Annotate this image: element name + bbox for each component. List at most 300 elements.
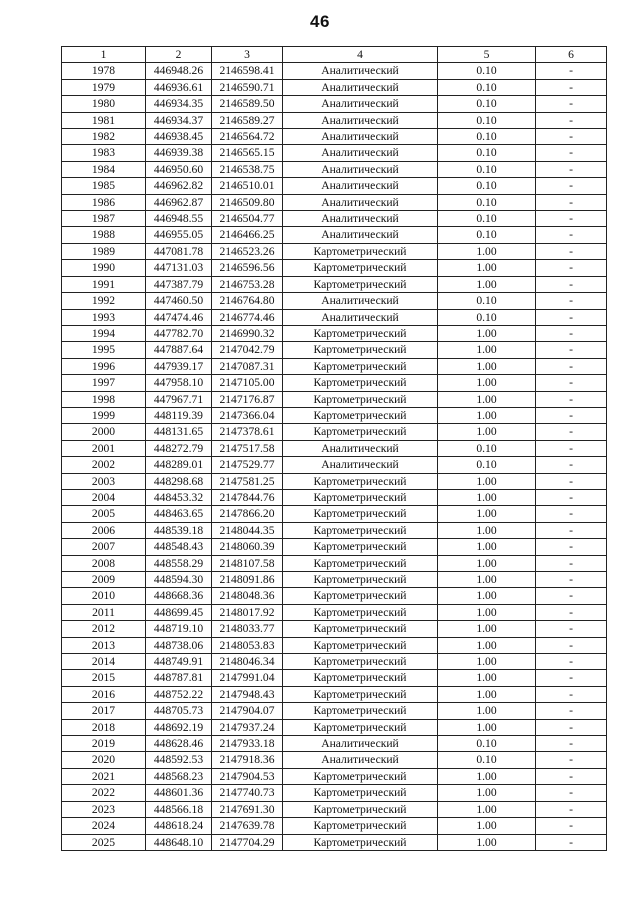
column-header-3: 3 <box>212 47 283 63</box>
method-cell: Аналитический <box>283 293 438 309</box>
accuracy-cell: 0.10 <box>438 736 536 752</box>
point-number-cell: 1979 <box>62 79 146 95</box>
coordinates-table <box>61 46 607 851</box>
method-cell: Картометрический <box>283 801 438 817</box>
x-coordinate-cell: 448601.36 <box>146 785 212 801</box>
y-coordinate-cell: 2147581.25 <box>212 473 283 489</box>
table-row <box>62 686 607 702</box>
note-cell: - <box>536 391 607 407</box>
x-coordinate-cell: 448298.68 <box>146 473 212 489</box>
x-coordinate-cell: 447131.03 <box>146 260 212 276</box>
y-coordinate-cell: 2147042.79 <box>212 342 283 358</box>
point-number-cell: 2015 <box>62 670 146 686</box>
y-coordinate-cell: 2147904.07 <box>212 703 283 719</box>
x-coordinate-cell: 448668.36 <box>146 588 212 604</box>
table-row <box>62 539 607 555</box>
method-cell: Аналитический <box>283 309 438 325</box>
x-coordinate-cell: 447081.78 <box>146 243 212 259</box>
table-row <box>62 227 607 243</box>
table-row <box>62 293 607 309</box>
method-cell: Картометрический <box>283 342 438 358</box>
x-coordinate-cell: 448618.24 <box>146 818 212 834</box>
table-row <box>62 96 607 112</box>
table-row <box>62 161 607 177</box>
x-coordinate-cell: 448705.73 <box>146 703 212 719</box>
table-row <box>62 588 607 604</box>
method-cell: Картометрический <box>283 572 438 588</box>
y-coordinate-cell: 2147948.43 <box>212 686 283 702</box>
point-number-cell: 2002 <box>62 457 146 473</box>
method-cell: Картометрический <box>283 768 438 784</box>
method-cell: Аналитический <box>283 440 438 456</box>
point-number-cell: 2008 <box>62 555 146 571</box>
table-row <box>62 785 607 801</box>
point-number-cell: 1986 <box>62 194 146 210</box>
note-cell: - <box>536 506 607 522</box>
method-cell: Картометрический <box>283 260 438 276</box>
point-number-cell: 1989 <box>62 243 146 259</box>
x-coordinate-cell: 447782.70 <box>146 325 212 341</box>
method-cell: Аналитический <box>283 194 438 210</box>
x-coordinate-cell: 448289.01 <box>146 457 212 473</box>
y-coordinate-cell: 2146753.28 <box>212 276 283 292</box>
point-number-cell: 1980 <box>62 96 146 112</box>
method-cell: Картометрический <box>283 588 438 604</box>
x-coordinate-cell: 448568.23 <box>146 768 212 784</box>
accuracy-cell: 1.00 <box>438 768 536 784</box>
point-number-cell: 2021 <box>62 768 146 784</box>
x-coordinate-cell: 448787.81 <box>146 670 212 686</box>
point-number-cell: 2018 <box>62 719 146 735</box>
point-number-cell: 2019 <box>62 736 146 752</box>
point-number-cell: 1998 <box>62 391 146 407</box>
method-cell: Картометрический <box>283 604 438 620</box>
method-cell: Аналитический <box>283 752 438 768</box>
y-coordinate-cell: 2146565.15 <box>212 145 283 161</box>
y-coordinate-cell: 2146538.75 <box>212 161 283 177</box>
note-cell: - <box>536 719 607 735</box>
table-row <box>62 112 607 128</box>
point-number-cell: 2003 <box>62 473 146 489</box>
note-cell: - <box>536 424 607 440</box>
point-number-cell: 1995 <box>62 342 146 358</box>
method-cell: Аналитический <box>283 736 438 752</box>
y-coordinate-cell: 2146764.80 <box>212 293 283 309</box>
column-header-5: 5 <box>438 47 536 63</box>
note-cell: - <box>536 96 607 112</box>
accuracy-cell: 1.00 <box>438 588 536 604</box>
x-coordinate-cell: 447939.17 <box>146 358 212 374</box>
note-cell: - <box>536 440 607 456</box>
point-number-cell: 1982 <box>62 129 146 145</box>
point-number-cell: 2014 <box>62 654 146 670</box>
table-header <box>62 47 607 63</box>
method-cell: Картометрический <box>283 473 438 489</box>
note-cell: - <box>536 818 607 834</box>
y-coordinate-cell: 2146589.50 <box>212 96 283 112</box>
accuracy-cell: 1.00 <box>438 604 536 620</box>
y-coordinate-cell: 2147904.53 <box>212 768 283 784</box>
y-coordinate-cell: 2148017.92 <box>212 604 283 620</box>
note-cell: - <box>536 834 607 850</box>
note-cell: - <box>536 555 607 571</box>
method-cell: Картометрический <box>283 391 438 407</box>
table-row <box>62 670 607 686</box>
point-number-cell: 1997 <box>62 375 146 391</box>
accuracy-cell: 1.00 <box>438 424 536 440</box>
method-cell: Картометрический <box>283 325 438 341</box>
note-cell: - <box>536 112 607 128</box>
note-cell: - <box>536 588 607 604</box>
accuracy-cell: 1.00 <box>438 539 536 555</box>
accuracy-cell: 0.10 <box>438 145 536 161</box>
accuracy-cell: 1.00 <box>438 834 536 850</box>
x-coordinate-cell: 446962.82 <box>146 178 212 194</box>
accuracy-cell: 1.00 <box>438 555 536 571</box>
accuracy-cell: 1.00 <box>438 506 536 522</box>
note-cell: - <box>536 736 607 752</box>
accuracy-cell: 1.00 <box>438 407 536 423</box>
note-cell: - <box>536 79 607 95</box>
note-cell: - <box>536 621 607 637</box>
x-coordinate-cell: 446939.38 <box>146 145 212 161</box>
accuracy-cell: 0.10 <box>438 129 536 145</box>
point-number-cell: 1991 <box>62 276 146 292</box>
y-coordinate-cell: 2146523.26 <box>212 243 283 259</box>
y-coordinate-cell: 2147176.87 <box>212 391 283 407</box>
note-cell: - <box>536 768 607 784</box>
column-header-1: 1 <box>62 47 146 63</box>
table-row <box>62 211 607 227</box>
accuracy-cell: 0.10 <box>438 211 536 227</box>
accuracy-cell: 1.00 <box>438 621 536 637</box>
x-coordinate-cell: 446934.37 <box>146 112 212 128</box>
method-cell: Картометрический <box>283 637 438 653</box>
y-coordinate-cell: 2147691.30 <box>212 801 283 817</box>
note-cell: - <box>536 489 607 505</box>
method-cell: Картометрический <box>283 785 438 801</box>
x-coordinate-cell: 448566.18 <box>146 801 212 817</box>
point-number-cell: 1988 <box>62 227 146 243</box>
y-coordinate-cell: 2146990.32 <box>212 325 283 341</box>
method-cell: Картометрический <box>283 407 438 423</box>
method-cell: Аналитический <box>283 145 438 161</box>
point-number-cell: 2016 <box>62 686 146 702</box>
accuracy-cell: 0.10 <box>438 112 536 128</box>
method-cell: Аналитический <box>283 178 438 194</box>
y-coordinate-cell: 2148060.39 <box>212 539 283 555</box>
method-cell: Аналитический <box>283 96 438 112</box>
note-cell: - <box>536 785 607 801</box>
note-cell: - <box>536 358 607 374</box>
y-coordinate-cell: 2146590.71 <box>212 79 283 95</box>
table-row <box>62 719 607 735</box>
point-number-cell: 2012 <box>62 621 146 637</box>
table-row <box>62 309 607 325</box>
accuracy-cell: 0.10 <box>438 309 536 325</box>
x-coordinate-cell: 446948.55 <box>146 211 212 227</box>
point-number-cell: 1981 <box>62 112 146 128</box>
note-cell: - <box>536 211 607 227</box>
point-number-cell: 1993 <box>62 309 146 325</box>
table-row <box>62 407 607 423</box>
table-row <box>62 178 607 194</box>
point-number-cell: 2005 <box>62 506 146 522</box>
page-number: 46 <box>310 12 330 31</box>
note-cell: - <box>536 801 607 817</box>
y-coordinate-cell: 2147087.31 <box>212 358 283 374</box>
x-coordinate-cell: 448272.79 <box>146 440 212 456</box>
point-number-cell: 2011 <box>62 604 146 620</box>
method-cell: Картометрический <box>283 489 438 505</box>
method-cell: Аналитический <box>283 227 438 243</box>
y-coordinate-cell: 2147366.04 <box>212 407 283 423</box>
table-row <box>62 424 607 440</box>
accuracy-cell: 1.00 <box>438 473 536 489</box>
note-cell: - <box>536 145 607 161</box>
table-row <box>62 654 607 670</box>
x-coordinate-cell: 448749.91 <box>146 654 212 670</box>
table-row <box>62 621 607 637</box>
y-coordinate-cell: 2146589.27 <box>212 112 283 128</box>
note-cell: - <box>536 670 607 686</box>
accuracy-cell: 1.00 <box>438 670 536 686</box>
method-cell: Аналитический <box>283 79 438 95</box>
accuracy-cell: 0.10 <box>438 194 536 210</box>
y-coordinate-cell: 2146509.80 <box>212 194 283 210</box>
table-row <box>62 818 607 834</box>
x-coordinate-cell: 448592.53 <box>146 752 212 768</box>
x-coordinate-cell: 448628.46 <box>146 736 212 752</box>
y-coordinate-cell: 2148046.34 <box>212 654 283 670</box>
table-row <box>62 703 607 719</box>
y-coordinate-cell: 2148033.77 <box>212 621 283 637</box>
table-row <box>62 243 607 259</box>
note-cell: - <box>536 637 607 653</box>
y-coordinate-cell: 2147844.76 <box>212 489 283 505</box>
accuracy-cell: 1.00 <box>438 260 536 276</box>
note-cell: - <box>536 457 607 473</box>
table-row <box>62 342 607 358</box>
x-coordinate-cell: 448539.18 <box>146 522 212 538</box>
y-coordinate-cell: 2147933.18 <box>212 736 283 752</box>
table-row <box>62 572 607 588</box>
method-cell: Картометрический <box>283 555 438 571</box>
table-row <box>62 375 607 391</box>
table-row <box>62 129 607 145</box>
y-coordinate-cell: 2147378.61 <box>212 424 283 440</box>
point-number-cell: 1992 <box>62 293 146 309</box>
point-number-cell: 2022 <box>62 785 146 801</box>
y-coordinate-cell: 2147740.73 <box>212 785 283 801</box>
point-number-cell: 2010 <box>62 588 146 604</box>
point-number-cell: 1983 <box>62 145 146 161</box>
method-cell: Картометрический <box>283 621 438 637</box>
x-coordinate-cell: 448558.29 <box>146 555 212 571</box>
point-number-cell: 1987 <box>62 211 146 227</box>
note-cell: - <box>536 325 607 341</box>
x-coordinate-cell: 447460.50 <box>146 293 212 309</box>
note-cell: - <box>536 129 607 145</box>
accuracy-cell: 1.00 <box>438 785 536 801</box>
x-coordinate-cell: 448692.19 <box>146 719 212 735</box>
y-coordinate-cell: 2146564.72 <box>212 129 283 145</box>
y-coordinate-cell: 2147918.36 <box>212 752 283 768</box>
table-row <box>62 473 607 489</box>
accuracy-cell: 0.10 <box>438 440 536 456</box>
x-coordinate-cell: 448719.10 <box>146 621 212 637</box>
accuracy-cell: 0.10 <box>438 227 536 243</box>
note-cell: - <box>536 194 607 210</box>
accuracy-cell: 1.00 <box>438 637 536 653</box>
note-cell: - <box>536 243 607 259</box>
accuracy-cell: 0.10 <box>438 79 536 95</box>
x-coordinate-cell: 446936.61 <box>146 79 212 95</box>
header-row <box>62 47 607 63</box>
note-cell: - <box>536 178 607 194</box>
accuracy-cell: 1.00 <box>438 818 536 834</box>
table-row <box>62 736 607 752</box>
accuracy-cell: 1.00 <box>438 391 536 407</box>
table-row <box>62 506 607 522</box>
table-row <box>62 194 607 210</box>
point-number-cell: 2013 <box>62 637 146 653</box>
accuracy-cell: 1.00 <box>438 719 536 735</box>
x-coordinate-cell: 446948.26 <box>146 63 212 79</box>
point-number-cell: 1996 <box>62 358 146 374</box>
x-coordinate-cell: 446955.05 <box>146 227 212 243</box>
note-cell: - <box>536 654 607 670</box>
column-header-4: 4 <box>283 47 438 63</box>
method-cell: Картометрический <box>283 654 438 670</box>
point-number-cell: 2000 <box>62 424 146 440</box>
point-number-cell: 2020 <box>62 752 146 768</box>
note-cell: - <box>536 276 607 292</box>
accuracy-cell: 1.00 <box>438 654 536 670</box>
column-header-2: 2 <box>146 47 212 63</box>
table-row <box>62 768 607 784</box>
x-coordinate-cell: 447887.64 <box>146 342 212 358</box>
note-cell: - <box>536 473 607 489</box>
y-coordinate-cell: 2146504.77 <box>212 211 283 227</box>
y-coordinate-cell: 2148044.35 <box>212 522 283 538</box>
accuracy-cell: 1.00 <box>438 325 536 341</box>
point-number-cell: 1994 <box>62 325 146 341</box>
accuracy-cell: 1.00 <box>438 703 536 719</box>
accuracy-cell: 1.00 <box>438 572 536 588</box>
method-cell: Картометрический <box>283 703 438 719</box>
note-cell: - <box>536 686 607 702</box>
point-number-cell: 2001 <box>62 440 146 456</box>
method-cell: Картометрический <box>283 686 438 702</box>
table-row <box>62 440 607 456</box>
x-coordinate-cell: 447387.79 <box>146 276 212 292</box>
accuracy-cell: 1.00 <box>438 358 536 374</box>
x-coordinate-cell: 446934.35 <box>146 96 212 112</box>
table-row <box>62 145 607 161</box>
accuracy-cell: 1.00 <box>438 342 536 358</box>
x-coordinate-cell: 448119.39 <box>146 407 212 423</box>
method-cell: Картометрический <box>283 506 438 522</box>
accuracy-cell: 0.10 <box>438 161 536 177</box>
accuracy-cell: 0.10 <box>438 293 536 309</box>
table-row <box>62 63 607 79</box>
note-cell: - <box>536 161 607 177</box>
point-number-cell: 1984 <box>62 161 146 177</box>
note-cell: - <box>536 572 607 588</box>
point-number-cell: 2025 <box>62 834 146 850</box>
x-coordinate-cell: 448131.65 <box>146 424 212 440</box>
table-row <box>62 752 607 768</box>
note-cell: - <box>536 63 607 79</box>
note-cell: - <box>536 293 607 309</box>
y-coordinate-cell: 2146466.25 <box>212 227 283 243</box>
table-row <box>62 801 607 817</box>
point-number-cell: 1978 <box>62 63 146 79</box>
point-number-cell: 1985 <box>62 178 146 194</box>
method-cell: Аналитический <box>283 63 438 79</box>
x-coordinate-cell: 448463.65 <box>146 506 212 522</box>
y-coordinate-cell: 2148048.36 <box>212 588 283 604</box>
x-coordinate-cell: 447958.10 <box>146 375 212 391</box>
point-number-cell: 2009 <box>62 572 146 588</box>
table-row <box>62 276 607 292</box>
accuracy-cell: 0.10 <box>438 752 536 768</box>
accuracy-cell: 1.00 <box>438 686 536 702</box>
method-cell: Аналитический <box>283 457 438 473</box>
y-coordinate-cell: 2146598.41 <box>212 63 283 79</box>
table-body <box>62 63 607 851</box>
method-cell: Аналитический <box>283 211 438 227</box>
method-cell: Аналитический <box>283 129 438 145</box>
note-cell: - <box>536 539 607 555</box>
table-row <box>62 260 607 276</box>
x-coordinate-cell: 448548.43 <box>146 539 212 555</box>
point-number-cell: 2004 <box>62 489 146 505</box>
accuracy-cell: 1.00 <box>438 375 536 391</box>
y-coordinate-cell: 2147529.77 <box>212 457 283 473</box>
x-coordinate-cell: 448648.10 <box>146 834 212 850</box>
table-row <box>62 637 607 653</box>
note-cell: - <box>536 407 607 423</box>
point-number-cell: 2006 <box>62 522 146 538</box>
method-cell: Картометрический <box>283 539 438 555</box>
accuracy-cell: 0.10 <box>438 63 536 79</box>
y-coordinate-cell: 2146510.01 <box>212 178 283 194</box>
point-number-cell: 2017 <box>62 703 146 719</box>
point-number-cell: 2023 <box>62 801 146 817</box>
method-cell: Аналитический <box>283 161 438 177</box>
x-coordinate-cell: 448594.30 <box>146 572 212 588</box>
accuracy-cell: 0.10 <box>438 457 536 473</box>
table-row <box>62 604 607 620</box>
accuracy-cell: 0.10 <box>438 96 536 112</box>
table-row <box>62 79 607 95</box>
note-cell: - <box>536 604 607 620</box>
note-cell: - <box>536 309 607 325</box>
x-coordinate-cell: 447474.46 <box>146 309 212 325</box>
y-coordinate-cell: 2147704.29 <box>212 834 283 850</box>
method-cell: Картометрический <box>283 834 438 850</box>
table-row <box>62 834 607 850</box>
table-row <box>62 522 607 538</box>
x-coordinate-cell: 446950.60 <box>146 161 212 177</box>
accuracy-cell: 1.00 <box>438 801 536 817</box>
x-coordinate-cell: 447967.71 <box>146 391 212 407</box>
column-header-6: 6 <box>536 47 607 63</box>
method-cell: Картометрический <box>283 522 438 538</box>
accuracy-cell: 1.00 <box>438 489 536 505</box>
